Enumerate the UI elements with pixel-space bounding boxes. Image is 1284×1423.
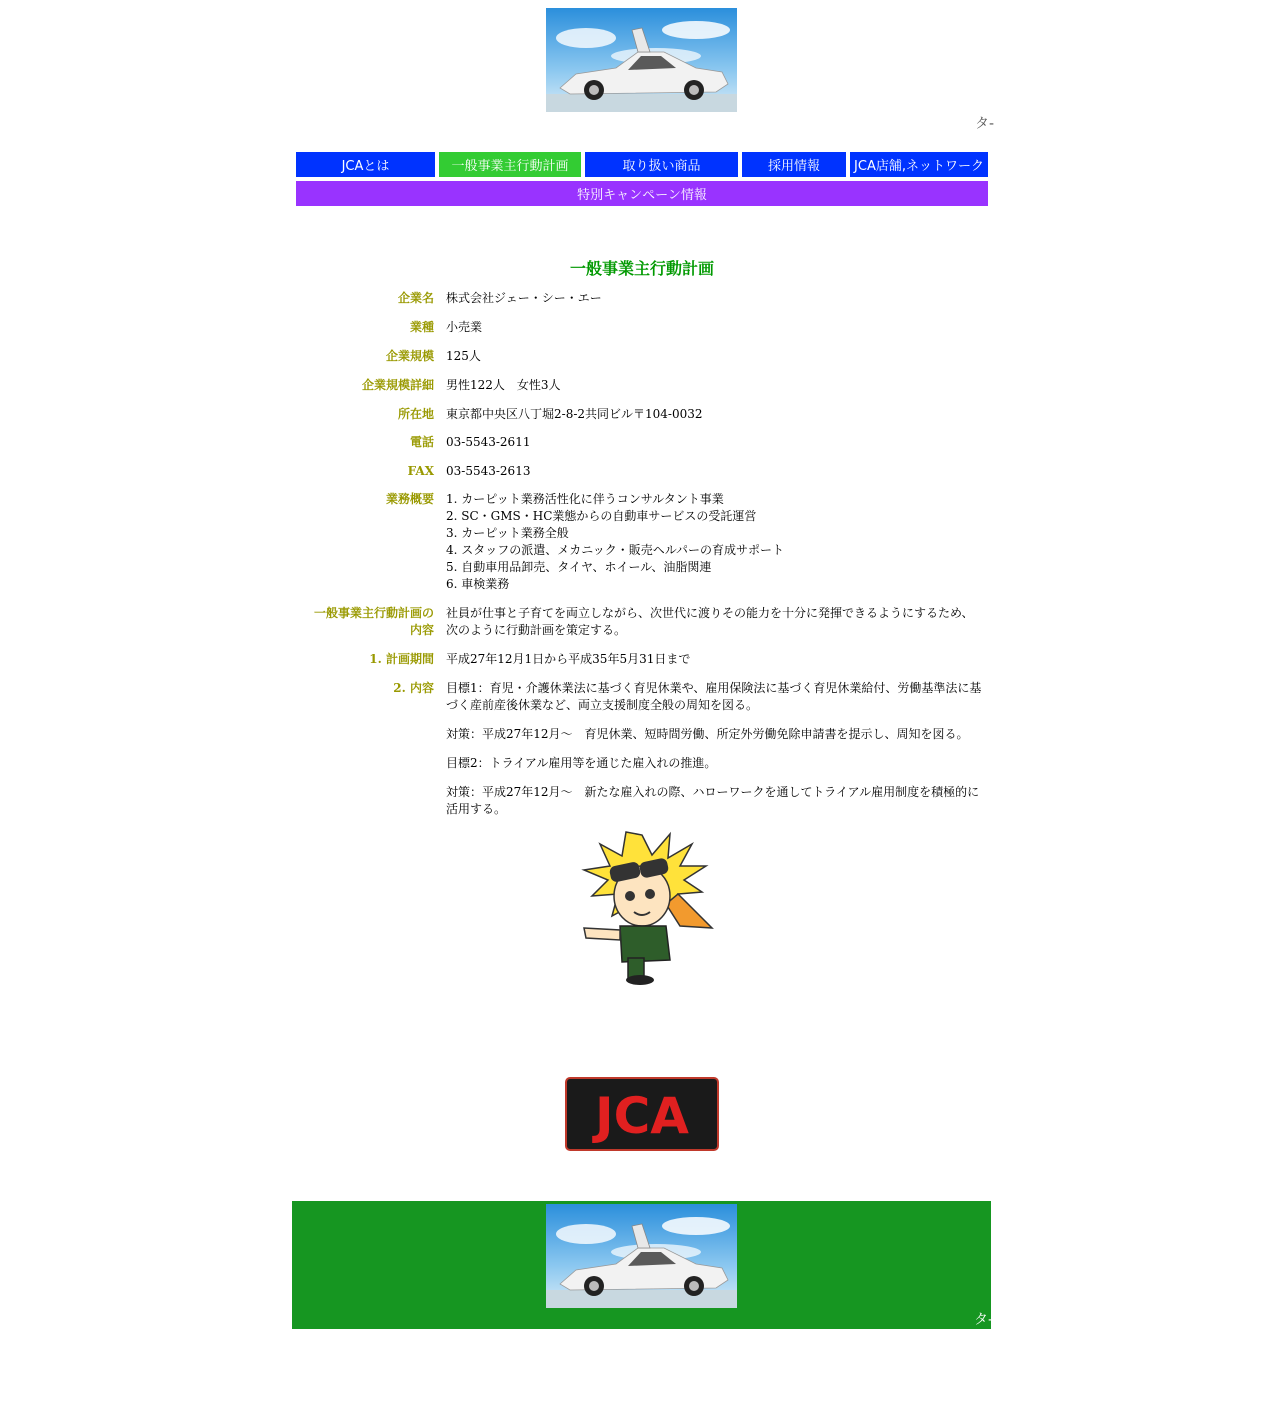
nav-action-plan[interactable]: 一般事業主行動計画 [439, 152, 581, 177]
nav-campaign[interactable]: 特別キャンペーン情報 [296, 181, 988, 206]
info-label: 2. 内容 [393, 681, 434, 695]
label-line: 一般事業主行動計画の [313, 606, 434, 620]
info-label: 業種 [409, 320, 434, 334]
info-value: 125人 [446, 349, 481, 363]
info-label: FAX [407, 464, 434, 478]
header-car-image [546, 8, 737, 112]
info-value: 平成27年12月1日から平成35年5月31日まで [446, 652, 691, 666]
value-line: 社員が仕事と子育てを両立しながら、次世代に渡りその能力を十分に発揮できるようにするため、 [446, 606, 974, 620]
logo-text: JCA [595, 1087, 689, 1145]
nav-stores-network[interactable]: JCA店舗,ネットワーク [850, 152, 988, 177]
goal-1-line: づく産前産後休業など、両立支援制度全般の周知を図る。 [446, 698, 759, 712]
business-item: 5. 自動車用品卸売、タイヤ、ホイール、油脂関連 [446, 560, 712, 574]
info-label: 所在地 [397, 407, 434, 421]
jca-logo [565, 1077, 719, 1151]
page-title: 一般事業主行動計画 [569, 259, 714, 278]
info-value: 東京都中央区八丁堀2-8-2共同ビル〒104-0032 [446, 407, 703, 421]
business-item: 6. 車検業務 [446, 577, 510, 591]
info-label: 企業規模詳細 [361, 378, 434, 392]
measure-2-line: 活用する。 [446, 802, 507, 816]
info-value: 03-5543-2611 [446, 435, 531, 449]
business-item: 4. スタッフの派遣、メカニック・販売ヘルパーの育成サポート [446, 543, 784, 557]
footer [292, 1201, 994, 1329]
business-item: 1. カーピット業務活性化に伴うコンサルタント事業 [446, 492, 724, 506]
goal-2: 目標2：トライアル雇用等を通じた雇入れの推進。 [446, 756, 717, 770]
info-label: 企業名 [397, 291, 434, 305]
footer-car-image [546, 1204, 737, 1308]
measure-1: 対策：平成27年12月～ 育児休業、短時間労働、所定外労働免除申請書を提示し、周知を図る。 [446, 727, 969, 741]
nav-jca-about[interactable]: JCAとは [296, 152, 435, 177]
info-value: 男性122人 女性3人 [446, 378, 561, 392]
nav-recruitment[interactable]: 採用情報 [742, 152, 846, 177]
business-item: 2. SC・GMS・HC業態からの自動車サービスの受託運営 [446, 509, 757, 523]
goal-1-line: 目標1：育児・介護休業法に基づく育児休業や、雇用保険法に基づく育児休業給付、労働基準法に基 [446, 681, 982, 695]
info-label: 業務概要 [385, 492, 434, 506]
nav-products[interactable]: 取り扱い商品 [585, 152, 738, 177]
business-list [446, 491, 986, 593]
mascot-image [570, 830, 715, 985]
info-value: 03-5543-2613 [446, 464, 531, 478]
business-item: 3. カーピット業務全般 [446, 526, 569, 540]
info-value [446, 680, 986, 818]
info-label: 1. 計画期間 [369, 652, 434, 666]
header-marquee-text: タ- [975, 116, 995, 132]
info-value: 株式会社ジェー・シー・エー [446, 291, 602, 305]
info-value: 小売業 [446, 320, 483, 334]
footer-marquee-text: タ- [974, 1312, 994, 1328]
measure-2-line: 対策：平成27年12月～ 新たな雇入れの際、ハローワークを通してトライアル雇用制度を積極的に [446, 785, 980, 799]
value-line: 次のように行動計画を策定する。 [446, 623, 627, 637]
info-label [296, 605, 434, 639]
info-label: 企業規模 [385, 349, 434, 363]
info-value [446, 605, 986, 639]
label-line: 内容 [409, 623, 434, 637]
info-label: 電話 [409, 435, 434, 449]
